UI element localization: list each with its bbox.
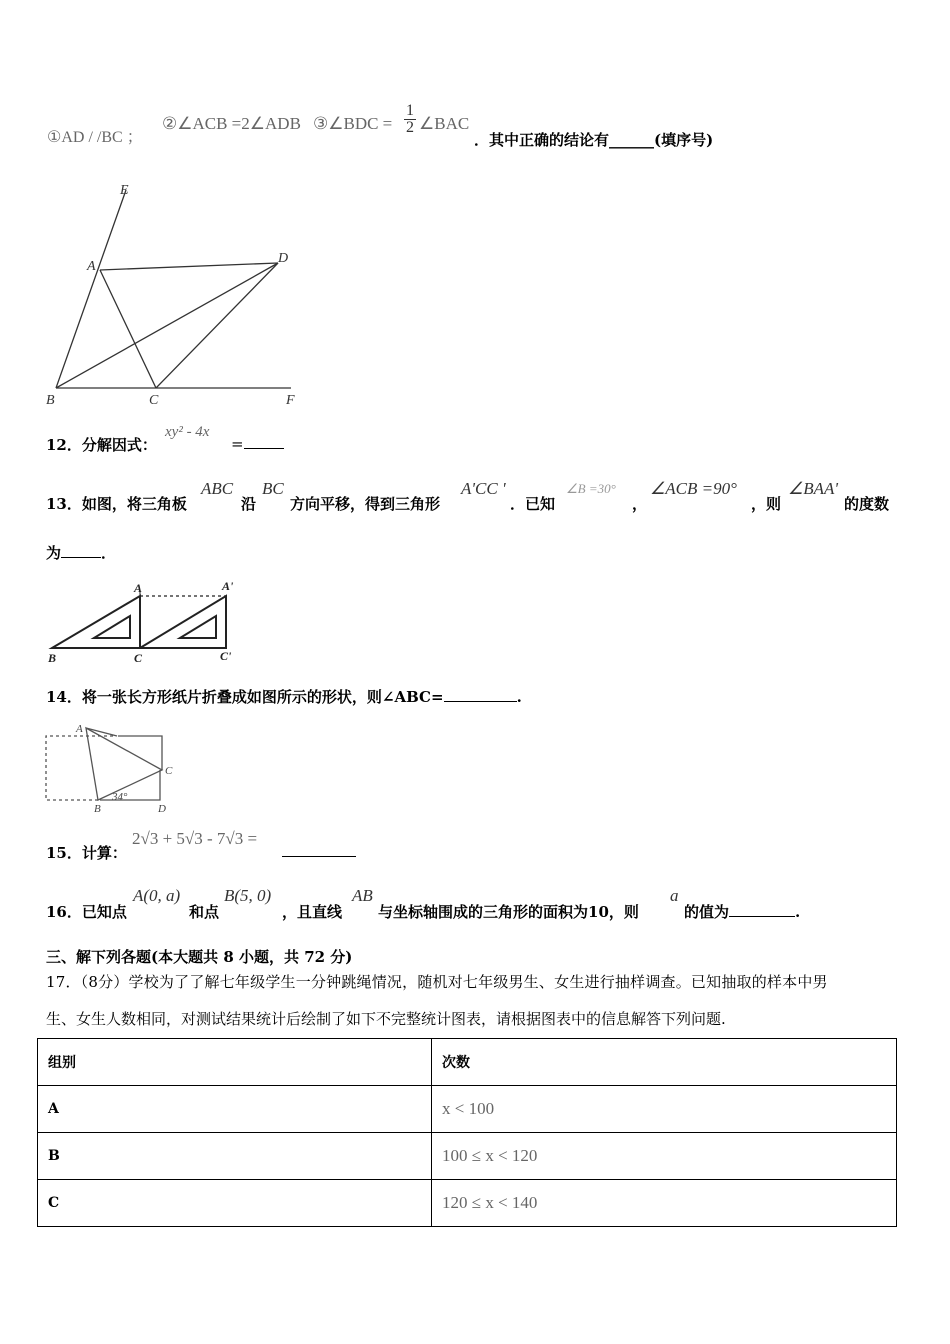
q16-text-5-label: 的值为 [684,903,730,921]
q11-fraction [404,103,416,136]
q11-condition-3-tail: ∠BAC [419,114,470,133]
q13-line2-end: ． [101,544,117,562]
q16-text-3: ，且直线 [282,903,343,921]
line-cd [156,263,278,388]
q13-math-abc: ABC [201,479,234,498]
q13-math-bc: BC [262,479,284,498]
fraction-denominator: 2 [406,119,414,136]
q15-expression: 2√3 + 5√3 - 7√3 = [132,829,258,848]
table-cell: C [38,1180,432,1227]
table-header-cell: 次数 [432,1039,897,1086]
table-header-row [38,1039,897,1086]
q12-answer [231,434,284,453]
q13-text-2: 沿 [241,495,257,513]
q12-answer-blank[interactable] [244,434,284,449]
q15-number: 15． [46,844,82,862]
table-row [38,1180,897,1227]
q13-text-4: ．已知 [510,495,556,513]
q16-var-a: a [670,886,679,905]
triangle-acc-inner [180,616,216,638]
q16-text-1: 已知点 [81,903,127,921]
q14-end: . [516,688,522,706]
label-f: F [286,393,295,408]
q13-math-acc: A'CC ' [461,479,506,498]
q17-line-2: 生、女生人数相同，对测试结果统计后绘制了如下不完整统计图表，请根据图表中的信息解答下列问题. [46,1010,726,1028]
label-c: C [149,393,159,408]
q13-text-3: 方向平移，得到三角形 [290,495,441,513]
q13-math-angle-baa: ∠BAA' [788,479,839,498]
q12-line [46,434,157,455]
label-d: D [278,251,289,266]
label-e: E [120,183,129,198]
group-table [37,1038,897,1227]
figure-q14 [40,714,185,816]
q15-line [46,842,127,863]
figure-q11 [38,178,308,413]
q14-number: 14． [46,688,82,706]
folded-quad [86,728,162,800]
q13-line2-text: 为 [46,544,62,562]
q15-answer-blank[interactable] [282,842,356,857]
triangle-acc [140,596,226,648]
fold-top [86,728,117,736]
q16-answer-blank[interactable] [729,902,795,917]
label-c: C [165,765,173,777]
q11-question-text: ．其中正确的结论有______( [474,131,662,149]
q14-answer-blank[interactable] [444,687,517,702]
q16-text-5 [684,901,800,922]
q12-number: 12． [46,436,82,454]
q11-condition-2: ②∠ACB =2∠ADB [162,114,301,133]
q12-expression: xy² - 4x [165,424,210,440]
q13-text-1: 如图，将三角板 [81,495,187,513]
label-b: B [48,651,57,665]
label-a-prime: A' [222,579,234,593]
q13-line-2 [46,542,116,563]
q16-end: . [795,903,801,921]
triangle-abc [52,596,140,648]
q16-text-4: 与坐标轴围成的三角形的面积为10，则 [378,903,639,921]
q13-number-text [46,493,187,514]
q13-math-angle-acb: ∠ACB =90° [650,479,737,498]
table-cell: x < 100 [432,1086,897,1133]
table-cell: 120 ≤ x < 140 [432,1180,897,1227]
q11-condition-3: ③∠BDC = [313,114,393,133]
label-a: A [76,723,83,735]
label-c: C [134,651,143,665]
q16-number: 16． [46,903,82,921]
q13-answer-blank[interactable] [61,543,101,558]
q15-text: 计算： [81,844,127,862]
line-ad [100,263,278,270]
line-bd [56,263,278,388]
label-c-prime: C' [220,649,232,663]
label-b: B [46,393,55,408]
q15-answer [282,842,356,861]
q16-text-2: 和点 [189,903,220,921]
line-be [56,190,126,388]
q14-text: 将一张长方形纸片折叠成如图所示的形状，则∠ABC= [81,688,444,706]
angle-label: 34° [112,791,128,803]
label-b: B [94,803,101,815]
q13-math-angle-b: ∠B =30° [566,481,616,496]
label-d: D [158,803,166,815]
line-ac [100,270,156,388]
table-row [38,1133,897,1180]
label-a: A [87,259,96,274]
folded-outline [46,736,113,800]
q16-point-a: A(0, a) [133,886,181,905]
q12-text: 分解因式： [81,436,157,454]
table-cell: A [38,1086,432,1133]
q16-number-text [46,901,127,922]
q11-tail: 填序号) [661,131,714,149]
q12-equals: = [231,435,244,453]
q13-text-6: ，则 [751,495,782,513]
q11-condition-1: ①AD / /BC ； [47,129,143,146]
q16-line-ab: AB [352,886,373,905]
table-header-cell: 组别 [38,1039,432,1086]
figure-q13 [44,578,244,666]
q11-text [474,129,713,150]
q13-text-7: 的度数 [844,495,890,513]
table-cell: 100 ≤ x < 120 [432,1133,897,1180]
table-cell: B [38,1133,432,1180]
rect-top-right [118,736,162,770]
q16-point-b: B(5, 0) [224,886,272,905]
table-row [38,1086,897,1133]
q14-line [46,686,522,707]
q13-text-5: ， [632,495,648,513]
section-3-title: 三、解下列各题(本大题共 8 小题，共 72 分) [46,948,353,966]
q11-line [47,124,143,147]
q13-number: 13． [46,495,82,513]
fraction-numerator: 1 [406,102,414,119]
label-a: A [134,581,143,595]
q17-line-1: 17．（8分）学校为了了解七年级学生一分钟跳绳情况，随机对七年级男生、女生进行抽样调查。已知抽取的样本中男 [46,973,828,991]
